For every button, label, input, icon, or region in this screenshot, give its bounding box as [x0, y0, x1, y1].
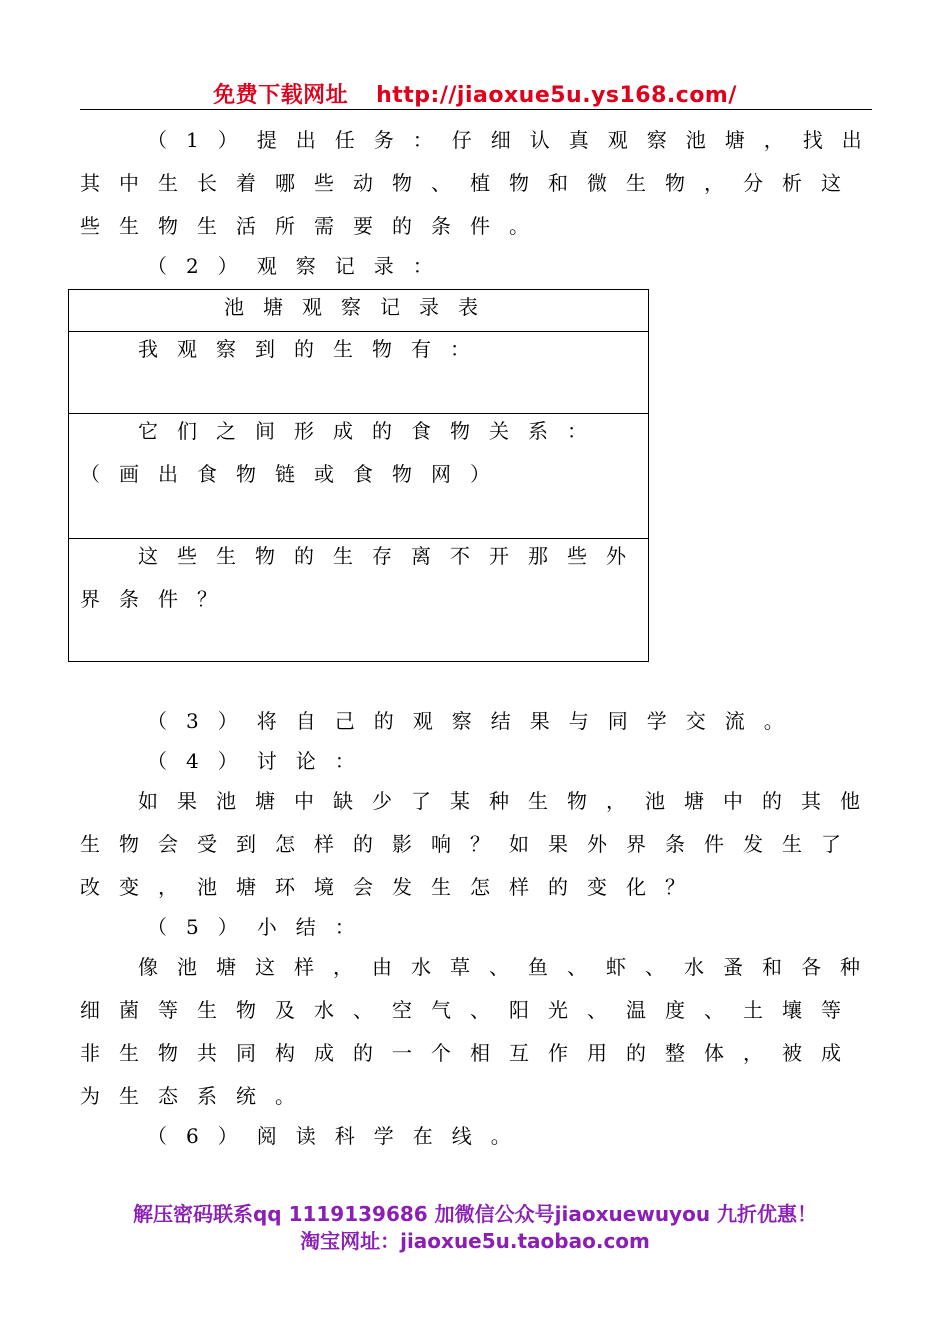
task-line-2: 其中生长着哪些动物、植物和微生物，分析这: [80, 171, 860, 195]
table-divider-3: [68, 538, 649, 539]
summary-heading: （5）小结：: [147, 915, 374, 939]
reading-line: （6）阅读科学在线。: [147, 1124, 530, 1148]
header-divider: [80, 109, 872, 110]
table-divider-2: [68, 413, 649, 414]
discussion-line-1: 如果池塘中缺少了某种生物，池塘中的其他: [138, 789, 879, 813]
task-line-3: 些生物生活所需要的条件。: [80, 214, 548, 238]
record-heading: （2）观察记录：: [147, 254, 452, 278]
footer-shop-link[interactable]: 淘宝网址：jiaoxue5u.taobao.com: [300, 1229, 650, 1253]
header-label: 免费下载网址: [213, 83, 349, 108]
summary-line-2: 细菌等生物及水、空气、阳光、温度、土壤等: [80, 998, 860, 1022]
summary-line-4: 为生态系统。: [80, 1084, 314, 1108]
table-row-conditions-cont: 界条件？: [80, 587, 236, 611]
table-row-organisms: 我观察到的生物有：: [138, 337, 489, 361]
discussion-line-3: 改变，池塘环境会发生怎样的变化？: [80, 875, 704, 899]
download-header: [80, 78, 870, 109]
table-divider-1: [68, 331, 649, 332]
exchange-line: （3）将自己的观察结果与同学交流。: [147, 709, 803, 733]
summary-line-1: 像池塘这样，由水草、鱼、虾、水蚤和各种: [138, 955, 879, 979]
summary-line-3: 非生物共同构成的一个相互作用的整体，被成: [80, 1041, 860, 1065]
footer-contact: 解压密码联系qq 1119139686 加微信公众号jiaoxuewuyou 九折优惠！: [132, 1202, 818, 1226]
table-row-conditions: 这些生物的生存离不开那些外: [138, 544, 645, 568]
table-row-food-relation: 它们之间形成的食物关系：: [138, 419, 606, 443]
table-title: 池塘观察记录表: [224, 295, 497, 319]
task-line-1: （1）提出任务：仔细认真观察池塘，找出: [147, 128, 881, 152]
table-row-food-chain-hint: （画出食物链或食物网）: [80, 462, 509, 486]
header-url-link[interactable]: http://jiaoxue5u.ys168.com/: [376, 83, 737, 108]
discussion-heading: （4）讨论：: [147, 749, 374, 773]
discussion-line-2: 生物会受到怎样的影响？如果外界条件发生了: [80, 832, 860, 856]
